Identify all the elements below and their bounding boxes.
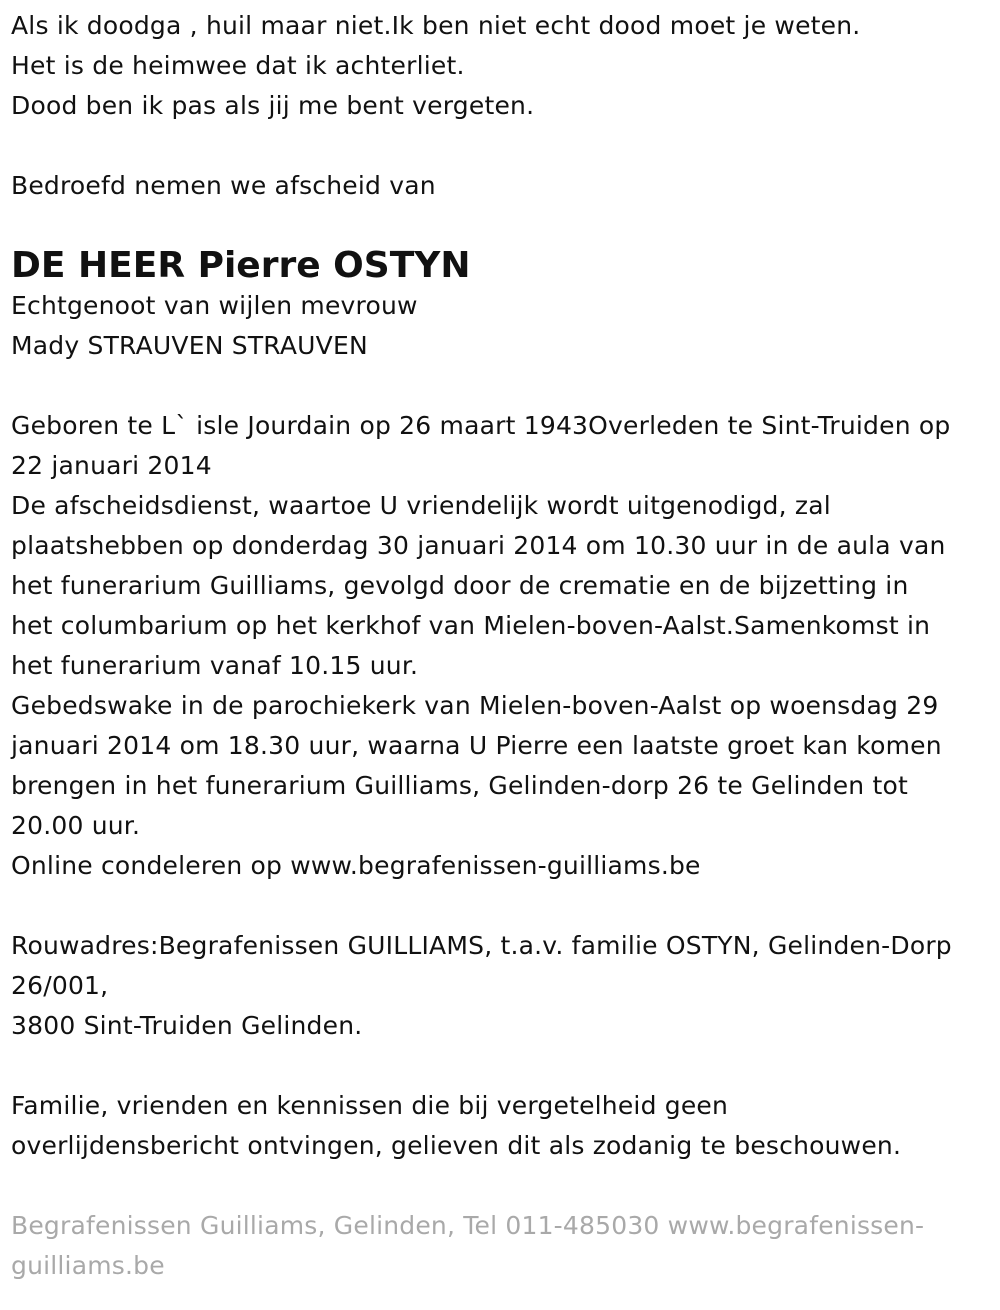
notice-line: Familie, vrienden en kennissen die bij vergetelheid geen <box>11 1091 729 1120</box>
spouse-line: Echtgenoot van wijlen mevrouw <box>11 291 418 320</box>
details-line: het funerarium vanaf 10.15 uur. <box>11 651 419 680</box>
address-line: 26/001, <box>11 971 109 1000</box>
address-line: Rouwadres:Begrafenissen GUILLIAMS, t.a.v. familie OSTYN, Gelinden-Dorp <box>11 931 952 960</box>
notice-block <box>11 1086 993 1166</box>
footer-line: Begrafenissen Guilliams, Gelinden, Tel 011-485030 www.begrafenissen- <box>11 1211 925 1240</box>
details-line: januari 2014 om 18.30 uur, waarna U Pierre een laatste groet kan komen <box>11 731 942 760</box>
spacer <box>11 1046 993 1086</box>
details-line: 20.00 uur. <box>11 811 141 840</box>
spacer <box>11 126 993 166</box>
details-line: plaatshebben op donderdag 30 januari 2014 om 10.30 uur in de aula van <box>11 531 946 560</box>
spouse-name: Mady STRAUVEN STRAUVEN <box>11 331 368 360</box>
poem-line: Dood ben ik pas als jij me bent vergeten. <box>11 91 535 120</box>
details-block <box>11 406 993 886</box>
footer-credit <box>11 1206 993 1286</box>
spacer <box>11 206 993 246</box>
details-line: Geboren te L` isle Jourdain op 26 maart 1943Overleden te Sint-Truiden op <box>11 411 951 440</box>
footer-line: guilliams.be <box>11 1251 165 1280</box>
details-line: het funerarium Guilliams, gevolgd door de crematie en de bijzetting in <box>11 571 909 600</box>
address-block <box>11 926 993 1046</box>
spacer <box>11 886 993 926</box>
spacer <box>11 366 993 406</box>
details-line: De afscheidsdienst, waartoe U vriendelijk wordt uitgenodigd, zal <box>11 491 831 520</box>
online-condolence-line: Online condeleren op www.begrafenissen-guilliams.be <box>11 851 701 880</box>
notice-line: overlijdensbericht ontvingen, gelieven dit als zodanig te beschouwen. <box>11 1131 902 1160</box>
poem-line: Als ik doodga , huil maar niet.Ik ben niet echt dood moet je weten. <box>11 11 861 40</box>
intro-text: Bedroefd nemen we afscheid van <box>11 171 436 200</box>
details-line: het columbarium op het kerkhof van Mielen-boven-Aalst.Samenkomst in <box>11 611 931 640</box>
spacer <box>11 1166 993 1206</box>
deceased-name: DE HEER Pierre OSTYN <box>11 245 471 286</box>
poem <box>11 6 993 126</box>
address-line: 3800 Sint-Truiden Gelinden. <box>11 1011 363 1040</box>
details-line: brengen in het funerarium Guilliams, Gelinden-dorp 26 te Gelinden tot <box>11 771 908 800</box>
details-line: 22 januari 2014 <box>11 451 212 480</box>
details-line: Gebedswake in de parochiekerk van Mielen-boven-Aalst op woensdag 29 <box>11 691 939 720</box>
obituary-notice <box>11 6 993 1286</box>
poem-line: Het is de heimwee dat ik achterliet. <box>11 51 465 80</box>
deceased-block <box>11 246 993 366</box>
